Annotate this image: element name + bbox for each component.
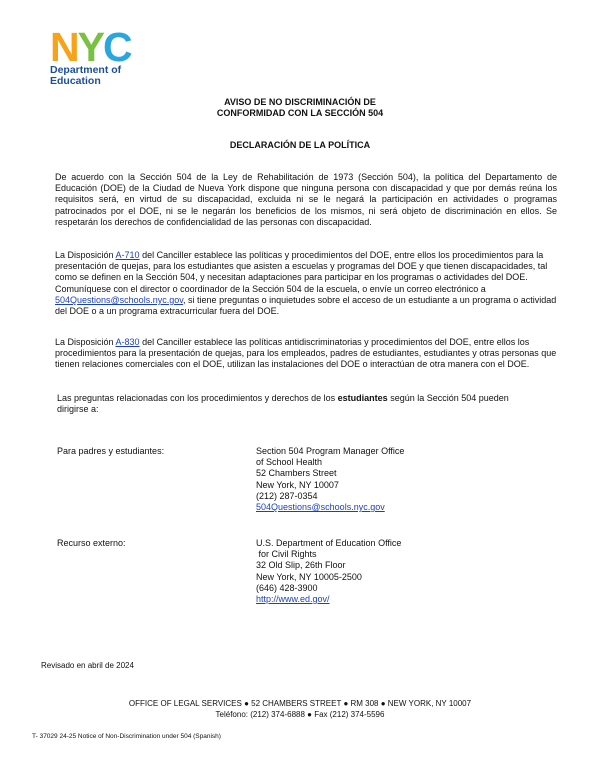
- phone-number: (646) 428-3900: [256, 582, 318, 593]
- text-span: Las preguntas relacionadas con los procedimientos y derechos de los: [57, 393, 338, 403]
- phone-number: (212) 287-0354: [256, 490, 318, 501]
- nyc-logo-text: [50, 28, 132, 64]
- document-title: [0, 97, 600, 119]
- contact-address-parents: [256, 446, 556, 513]
- questions-paragraph: [57, 393, 537, 415]
- text-span: La Disposición: [55, 250, 116, 260]
- revised-date: Revisado en abril de 2024: [41, 661, 134, 670]
- footer-address: OFFICE OF LEGAL SERVICES ● 52 CHAMBERS STREET ● RM 308 ● NEW YORK, NY 10007: [128, 699, 472, 708]
- department-line-2: Education: [50, 75, 101, 87]
- a830-link[interactable]: A-830: [115, 337, 140, 347]
- nyc-logo-letter: Y: [77, 28, 103, 64]
- address-line: 32 Old Slip, 26th Floor: [256, 560, 346, 571]
- text-span: La Disposición: [55, 337, 116, 347]
- address-line: for Civil Rights: [256, 549, 317, 560]
- footer-phone: Teléfono: (212) 374-6888 ● Fax (212) 374-5596: [215, 710, 385, 719]
- address-line: New York, NY 10005-2500: [256, 571, 362, 582]
- contact-address-external: [256, 538, 556, 605]
- nyc-logo-letter: C: [102, 28, 131, 64]
- address-line: of School Health: [256, 457, 323, 468]
- contact-label-external: Recurso externo:: [57, 538, 126, 548]
- section-heading: DECLARACIÓN DE LA POLÍTICA: [229, 140, 371, 150]
- nyc-doe-logo: [50, 28, 150, 92]
- department-name: [50, 65, 150, 87]
- text-span: del Canciller establece las políticas antidiscriminatorias y procedimientos del DOE, entre ellos los procedimientos para la presentación de quejas, para los empleados, padres de estudiantes, estudiantes y otras personas que tienen relaciones comerciales con el DOE, utilizan las instalaciones del DOE o interactúan de otra manera con el DOE.: [55, 337, 557, 370]
- a710-link[interactable]: A-710: [115, 250, 140, 260]
- address-line: 52 Chambers Street: [256, 468, 337, 479]
- text-span: del Canciller establece las políticas y procedimientos del DOE, entre ellos los procedimientos para la presentación de quejas, para los estudiantes que asisten a escuelas y programas del DOE y que tienen discapacidades, tal como se definen en la Sección 504, y necesitan adaptaciones para participar en los programas o actividades del DOE. Comuníquese con el director o coordinador de la Sección 504 de la escuela, o envíe un correo electrónico a: [55, 250, 548, 294]
- nyc-logo-letter: N: [50, 28, 78, 64]
- nyc-logo-mark: [50, 28, 142, 64]
- text-span: según la Sección 504 pueden dirigirse a:: [57, 393, 509, 415]
- address-line: Section 504 Program Manager Office: [256, 446, 405, 456]
- title-line-1: AVISO DE NO DISCRIMINACIÓN DE: [224, 97, 376, 107]
- contact-email-link[interactable]: 504Questions@schools.nyc.gov: [256, 502, 385, 513]
- text-span: , si tiene preguntas o inquietudes sobre el acceso de un estudiante a un programa o actividad del DOE o a un programa extracurricular fuera del DOE.: [55, 294, 557, 317]
- address-line: U.S. Department of Education Office: [256, 538, 402, 548]
- title-line-2: CONFORMIDAD CON LA SECCIÓN 504: [216, 108, 384, 118]
- bold-text: estudiantes: [337, 393, 388, 403]
- form-identifier: T- 37029 24-25 Notice of Non-Discrimination under 504 (Spanish): [32, 733, 221, 740]
- contact-label-parents: Para padres y estudiantes:: [57, 446, 165, 456]
- a830-paragraph: [55, 337, 557, 371]
- address-line: New York, NY 10007: [256, 479, 339, 490]
- ed-gov-link[interactable]: http://www.ed.gov/: [256, 594, 330, 605]
- email-link[interactable]: 504Questions@schools.nyc.gov: [55, 294, 184, 305]
- department-line-1: Department of: [50, 64, 122, 76]
- footer: [0, 698, 600, 720]
- policy-paragraph: De acuerdo con la Sección 504 de la Ley de Rehabilitación de 1973 (Sección 504), la política del Departamento de Educación (DOE) de la Ciudad de Nueva York dispone que ninguna persona con discapacidad y que por demás reúna los requisitos será, en virtud de su discapacidad, excluida ni se le negará la participación en actividades o programas patrocinados por el DOE, ni se le negarán los beneficios de los mismos, ni será objeto de discriminación en ellos. Se respetarán los derechos de confidencialidad de las personas con discapacidad.: [55, 172, 557, 227]
- a710-paragraph: [55, 250, 557, 317]
